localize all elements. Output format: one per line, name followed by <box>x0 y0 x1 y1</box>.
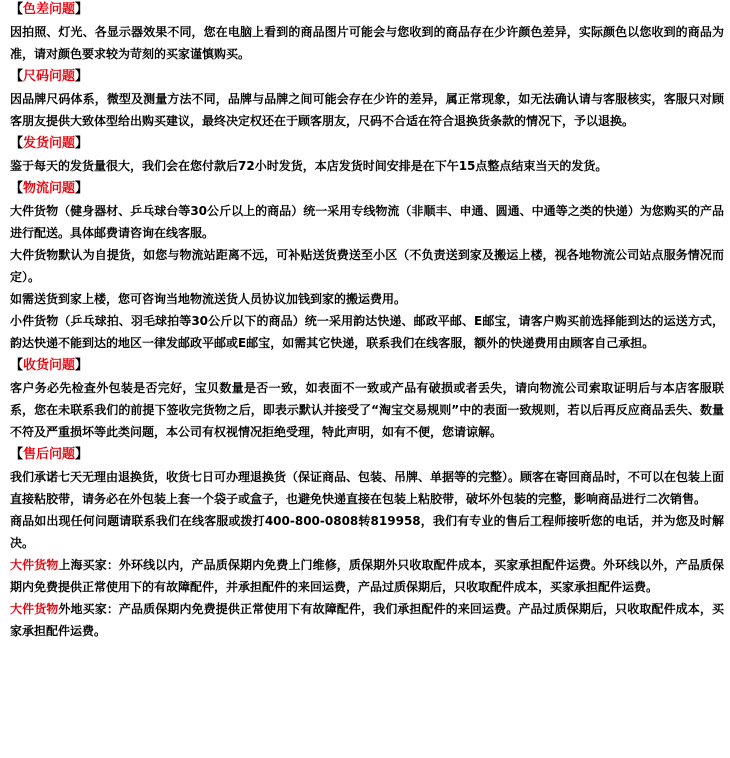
aftersales-paragraph-returns: 我们承诺七天无理由退换货，收货七日可办理退换货（保证商品、包装、吊牌、单据等的完整）。顾客在寄回商品时，不可以在包装上面直接粘胶带，请务必在外包装上套一个袋子或盒子，也避免快递直接在包装上粘胶带，破坏外包装的完整，影响商品进行二次销售。 <box>10 470 725 506</box>
other-regions-text: 外地买家：产品质保期内免费提供正常使用下有故障配件，我们承担配件的来回运费。产品过质保期后，只收取配件成本，买家承担配件运费。 <box>10 602 724 638</box>
section-title-size: 【尺码问题】 <box>10 69 89 84</box>
logistics-paragraph-small: 小件货物（乒乓球拍、羽毛球拍等30公斤以下的商品）统一采用韵达快递、邮政平邮、E邮宝，请客户购买前选择能到达的运送方式，韵达快递不能到达的地区一律发邮政平邮或E邮宝，如需其它快递，联系我们在线客服，额外的快递费用由顾客自己承担。 <box>10 314 724 350</box>
aftersales-paragraph-contact: 商品如出现任何问题请联系我们在线客服或拨打400-800-0808转819958，我们有专业的售后工程师接听您的电话，并为您及时解决。 <box>10 514 724 550</box>
aftersales-paragraph-other <box>10 598 724 642</box>
size-paragraph: 因品牌尺码体系，微型及测量方法不同，品牌与品牌之间可能会存在少许的差异，属正常现象，如无法确认请与客服核实，客服只对顾客朋友提供大致体型给出购买建议，最终决定权还在于顾客朋友，尺码不合适在符合退换货条款的情况下，予以退换。 <box>10 92 724 128</box>
section-title-receiving: 【收货问题】 <box>10 358 89 373</box>
color-paragraph: 因拍照、灯光、各显示器效果不同，您在电脑上看到的商品图片可能会与您收到的商品存在少许颜色差异，实际颜色以您收到的商品为准，请对颜色要求较为苛刻的买家谨慎购买。 <box>10 25 724 61</box>
shipping-paragraph: 鉴于每天的发货量很大，我们会在您付款后72小时发货，本店发货时间安排是在下午15点整点结束当天的发货。 <box>10 159 608 173</box>
aftersales-paragraph-shanghai <box>10 554 724 598</box>
big-item-label: 大件货物 <box>10 602 59 616</box>
shanghai-text: 上海买家：外环线以内，产品质保期内免费上门维修，质保期外只收取配件成本，买家承担配件运费。外环线以外，产品质保期内免费提供正常使用下的有故障配件，并承担配件的来回运费，产品过质保期后，只收取配件成本，买家承担配件运费。 <box>10 558 724 594</box>
receiving-paragraph: 客户务必先检查外包装是否完好，宝贝数量是否一致，如表面不一致或产品有破损或者丢失，请向物流公司索取证明后与本店客服联系，您在未联系我们的前提下签收完货物之后，即表示默认并接受了“淘宝交易规则”中的表面一致规则，若以后再反应商品丢失、数量不符及严重损坏等此类问题，本公司有权视情况拒绝受理，特此声明，如有不便，您请谅解。 <box>10 381 724 439</box>
section-title-logistics: 【物流问题】 <box>10 181 89 196</box>
logistics-paragraph-large: 大件货物（健身器材、乒乓球台等30公斤以上的商品）统一采用专线物流（非顺丰、申通、圆通、中通等之类的快递）为您购买的产品进行配送。具体邮费请咨询在线客服。 <box>10 204 724 240</box>
logistics-paragraph-pickup: 大件货物默认为自提货，如您与物流站距离不远，可补贴送货费送至小区（不负责送到家及搬运上楼，视各地物流公司站点服务情况而定）。 <box>10 248 724 284</box>
big-item-label: 大件货物 <box>10 558 59 572</box>
section-title-color: 【色差问题】 <box>10 2 89 17</box>
section-title-aftersales: 【售后问题】 <box>10 447 89 462</box>
section-title-shipping: 【发货问题】 <box>10 136 89 151</box>
logistics-paragraph-upstairs: 如需送货到家上楼，您可咨询当地物流送货人员协议加钱到家的搬运费用。 <box>10 292 407 306</box>
